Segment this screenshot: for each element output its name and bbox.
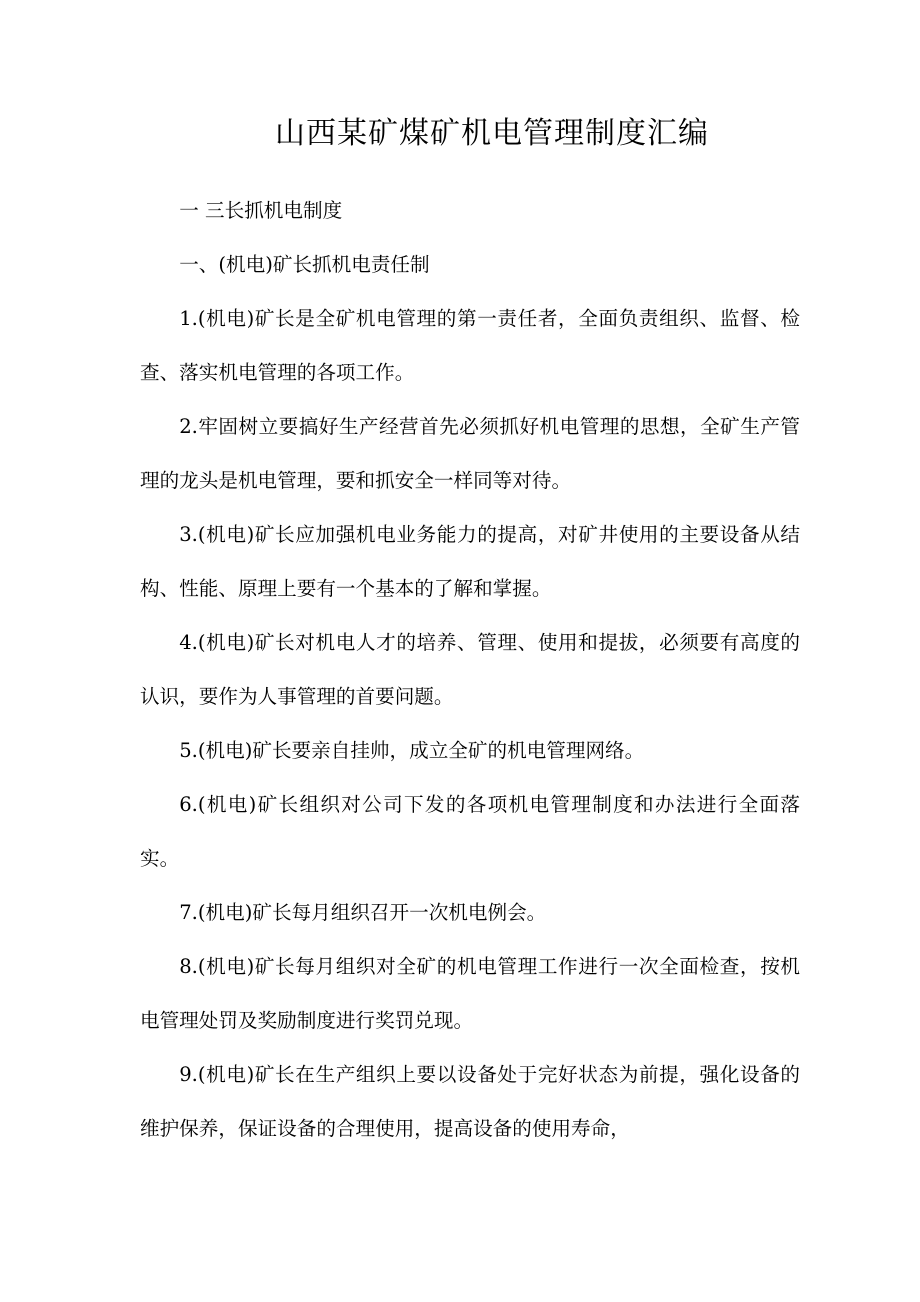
paragraph-item-7: 7.(机电)矿长每月组织召开一次机电例会。 xyxy=(179,901,547,924)
paragraph-item-4: 4.(机电)矿长对机电人才的培养、管理、使用和提拔，必须要有高度的认识，要作为人事管理的首要问题。 xyxy=(140,631,800,708)
paragraph-item-6: 6.(机电)矿长组织对公司下发的各项机电管理制度和办法进行全面落实。 xyxy=(140,793,800,870)
paragraph-item-2: 2.牢固树立要搞好生产经营首先必须抓好机电管理的思想，全矿生产管理的龙头是机电管理，要和抓安全一样同等对待。 xyxy=(140,415,800,492)
paragraph-item-3: 3.(机电)矿长应加强机电业务能力的提高，对矿井使用的主要设备从结构、性能、原理上要有一个基本的了解和掌握。 xyxy=(140,523,800,600)
section-heading: 一 三长抓机电制度 xyxy=(179,199,343,222)
paragraph-item-8: 8.(机电)矿长每月组织对全矿的机电管理工作进行一次全面检查，按机电管理处罚及奖励制度进行奖罚兑现。 xyxy=(140,955,800,1032)
subsection-heading: 一、(机电)矿长抓机电责任制 xyxy=(179,253,430,276)
paragraph-item-1: 1.(机电)矿长是全矿机电管理的第一责任者，全面负责组织、监督、检查、落实机电管理的各项工作。 xyxy=(140,307,800,384)
paragraph-item-5: 5.(机电)矿长要亲自挂帅，成立全矿的机电管理网络。 xyxy=(179,739,645,762)
document-title: 山西某矿煤矿机电管理制度汇编 xyxy=(275,116,709,151)
document-body xyxy=(140,184,800,1156)
paragraph-item-9: 9.(机电)矿长在生产组织上要以设备处于完好状态为前提，强化设备的维护保养，保证设备的合理使用，提高设备的使用寿命， xyxy=(140,1063,800,1140)
